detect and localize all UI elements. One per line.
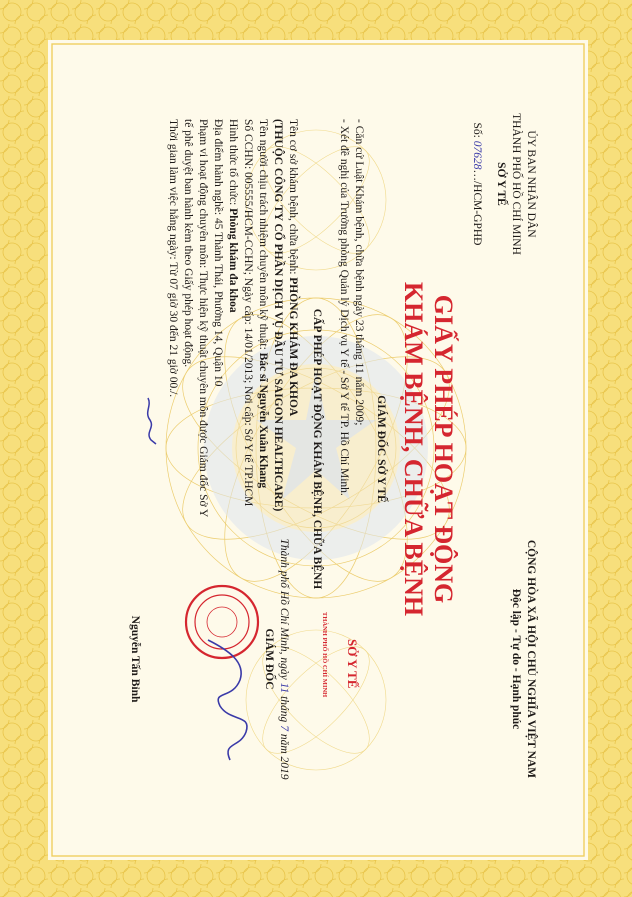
signer-role: GIÁM ĐỐC (263, 627, 276, 689)
address-line: Địa điểm hành nghề: 45 Thành Thái, Phường 14, Quận 10 (212, 118, 225, 386)
legal-bases (336, 119, 366, 496)
title-line-2: KHÁM BỆNH, CHỮA BỆNH (398, 281, 428, 616)
signature-block (261, 479, 291, 839)
working-hours-line: Thời gian làm việc hằng ngày: Từ 07 giờ 30 đến 21 giờ 00./. (167, 118, 180, 397)
certificate-line: Số CCHN: 005555/HCM-CCHN; Ngày cấp: 14/01/2013; Nơi cấp: Sở Y tế TP.HCM (242, 118, 255, 506)
seal-label: SỞ Y TẾ (345, 638, 360, 688)
nation-block (508, 489, 538, 829)
organization-form-line: Hình thức tổ chức: Phòng khám đa khoa (227, 118, 240, 313)
issuer-line-1: ỦY BAN NHÂN DÂN (525, 129, 537, 238)
issuer-block (469, 89, 538, 279)
scope-line-1: Phạm vi hoạt động chuyên môn: Thực hiện kỹ thuật chuyên môn được Giám đốc Sở Y (197, 118, 210, 517)
scope-line-2: tế phê duyệt ban hành kèm theo Giấy phép hoạt động. (182, 118, 195, 367)
nation-line-2: Độc lập - Tự do - Hạnh phúc (509, 588, 522, 729)
legal-basis-2: - Xét đề nghị của Trưởng phòng Quản lý Dịch vụ Y tế - Sở Y tế TP. Hồ Chí Minh. (338, 118, 351, 496)
issuer-line-3: SỞ Y TẾ (494, 161, 507, 206)
certificate-document (86, 49, 546, 849)
signer-name: Nguyễn Tấn Bỉnh (129, 615, 141, 702)
organization-form: Phòng khám đa khoa (227, 207, 240, 313)
handwritten-number: 07628 (471, 140, 484, 169)
seal-ring-label: THÀNH PHỐ HỒ CHÍ MINH (321, 611, 328, 697)
authority-line: GIÁM ĐỐC SỞ Y TẾ (375, 394, 387, 503)
responsible-name: Bác sĩ Nguyễn Xuân Khang (257, 352, 270, 488)
document-number: Số: 07628…/HCM-GPHĐ (471, 121, 484, 245)
grant-heading: CẤP PHÉP HOẠT ĐỘNG KHÁM BỆNH, CHỮA BỆNH (311, 308, 323, 589)
handwritten-month: 7 (278, 724, 290, 731)
handwritten-day: 11 (278, 682, 290, 693)
nation-line-1: CỘNG HÒA XÃ HỘI CHỦ NGHĨA VIỆT NAM (525, 539, 537, 778)
issuer-line-2: THÀNH PHỐ HỒ CHÍ MINH (509, 112, 522, 255)
legal-basis-1: - Căn cứ Luật Khám bệnh, chữa bệnh ngày 23 tháng 11 năm 2009; (353, 118, 365, 425)
company-line: (THUỘC CÔNG TY CỔ PHẦN DỊCH VỤ ĐẦU TƯ SAIGON HEALTHCARE) (272, 118, 285, 511)
issue-date: Thành phố Hồ Chí Minh, ngày 11 tháng 7 năm 2019 (278, 538, 290, 779)
license-details (166, 119, 300, 517)
title-line-1: GIẤY PHÉP HOẠT ĐỘNG (429, 294, 458, 603)
facility-line: Tên cơ sở khám bệnh, chữa bệnh: PHÒNG KHÁM ĐA KHOA (287, 118, 299, 416)
facility-name: PHÒNG KHÁM ĐA KHOA (287, 276, 299, 416)
responsible-line: Tên người chịu trách nhiệm chuyên môn kỹ thuật: Bác sĩ Nguyễn Xuân Khang (257, 118, 270, 488)
license-title (398, 49, 458, 849)
